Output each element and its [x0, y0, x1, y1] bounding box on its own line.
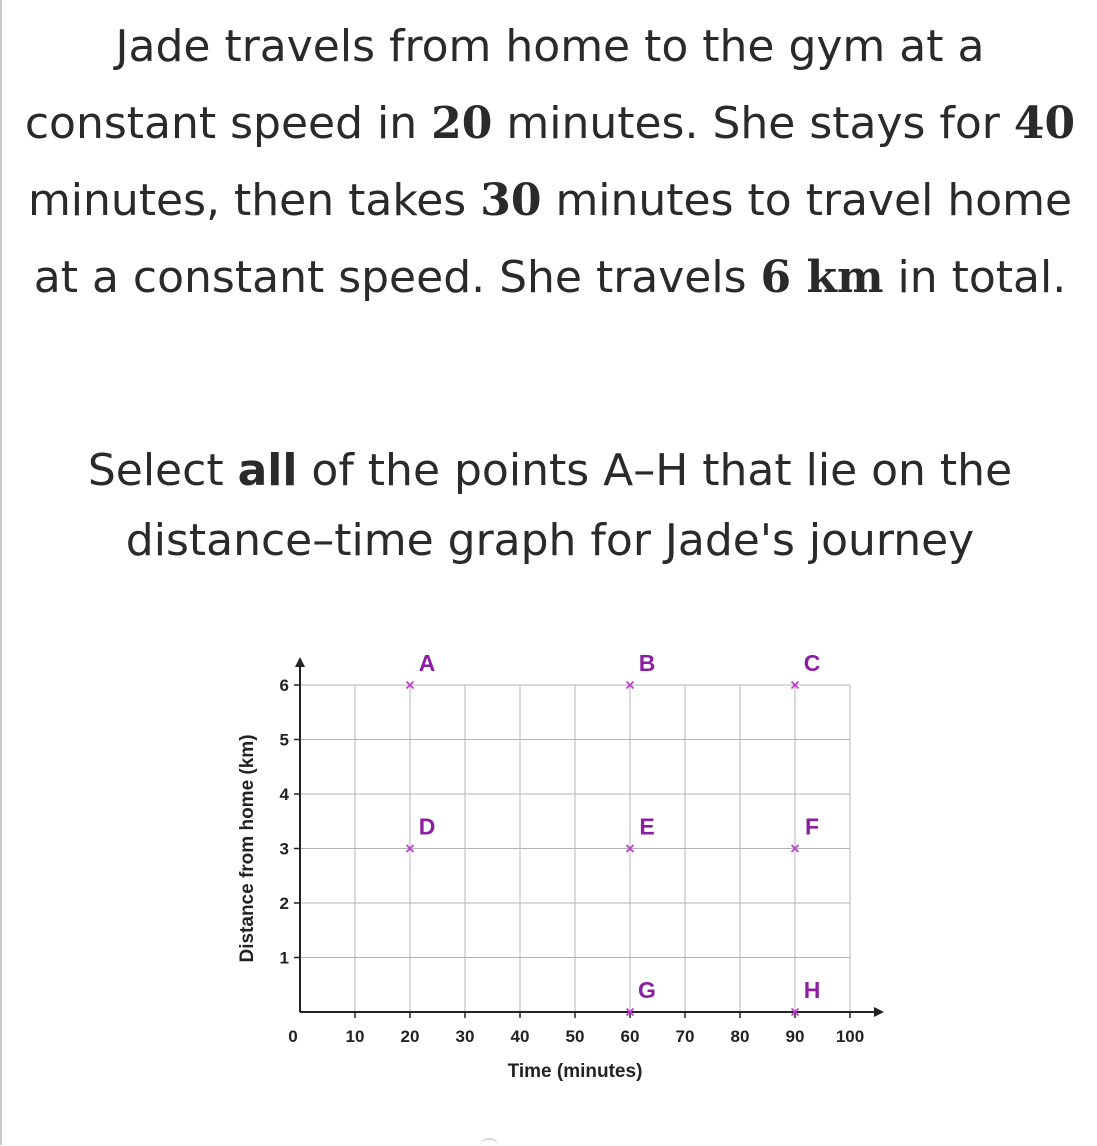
instruction-post: of the points A–H that lie on the distance–time graph for Jade's journey: [125, 445, 1013, 566]
y-tick-label-3: 3: [279, 839, 289, 859]
point-h-label: H: [803, 977, 821, 1003]
x-tick-label-40: 40: [510, 1027, 530, 1046]
minutes-to-gym: 20: [431, 98, 493, 149]
point-c-label: C: [803, 650, 821, 676]
x-tick-label-100: 100: [835, 1027, 865, 1046]
instruction-emphasis: all: [237, 445, 298, 496]
y-tick-labels: [280, 676, 290, 968]
x-tick-label-60: 60: [620, 1027, 640, 1046]
y-tick-label-2: 2: [279, 894, 289, 913]
question-text-3: minutes, then takes: [27, 175, 481, 226]
x-axis-arrow-icon: [874, 1007, 884, 1017]
x-tick-label-80: 80: [730, 1027, 750, 1046]
minutes-at-gym: 40: [1013, 98, 1076, 149]
x-tick-label-0: 0: [288, 1027, 298, 1046]
distance-unit: km: [791, 252, 884, 303]
point-h[interactable]: [792, 977, 821, 1016]
point-a-label: A: [418, 650, 436, 676]
selectable-points: [407, 650, 821, 1016]
point-a[interactable]: [407, 650, 436, 689]
y-axis-title: Distance from home (km): [237, 734, 258, 963]
question-text-1: Jade travels from home to the gym at a constant speed in: [24, 21, 985, 149]
instruction-pre: Select: [87, 445, 238, 496]
x-tick-label-10: 10: [345, 1027, 365, 1046]
point-f-label: F: [804, 813, 820, 840]
y-tick-label-1: 1: [279, 948, 289, 968]
x-tick-label-50: 50: [565, 1027, 585, 1046]
x-tick-label-20: 20: [400, 1027, 420, 1046]
x-axis-title: Time (minutes): [507, 1061, 643, 1082]
point-d[interactable]: [407, 814, 436, 853]
point-f[interactable]: [792, 814, 820, 853]
point-b[interactable]: [627, 650, 656, 689]
point-g-label: G: [638, 977, 656, 1003]
y-tick-label-5: 5: [279, 730, 289, 750]
point-b-label: B: [638, 650, 656, 676]
y-axis-arrow-icon: [295, 657, 305, 667]
total-distance: 6: [760, 252, 792, 303]
y-tick-label-4: 4: [279, 785, 289, 804]
x-tick-label-70: 70: [675, 1027, 695, 1046]
minutes-to-home: 30: [480, 175, 542, 226]
point-d-label: D: [418, 813, 436, 840]
point-e[interactable]: [627, 814, 655, 853]
x-tick-labels: [288, 1027, 864, 1046]
question-text-2: minutes. She stays for: [492, 98, 1014, 149]
point-e-label: E: [639, 813, 655, 840]
x-tick-label-90: 90: [785, 1027, 805, 1046]
question-text-4: minutes to travel home at a constant speed. She travels: [33, 175, 1073, 303]
point-c[interactable]: [792, 650, 821, 689]
chart-grid: [300, 685, 850, 1012]
point-g[interactable]: [627, 977, 656, 1016]
question-text-5: in total.: [883, 252, 1067, 303]
x-tick-label-30: 30: [455, 1027, 475, 1046]
y-tick-label-6: 6: [279, 676, 289, 695]
